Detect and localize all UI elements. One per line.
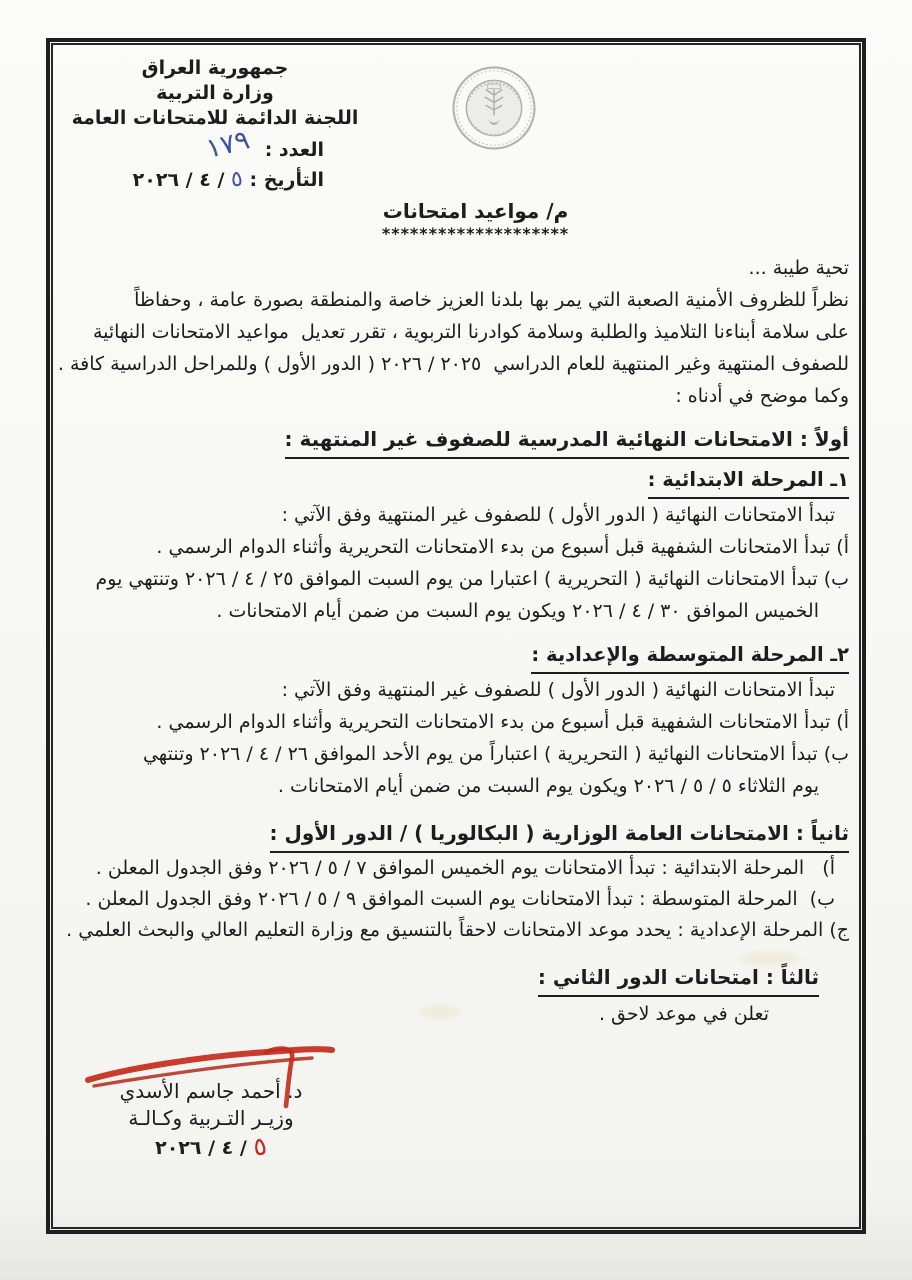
ref-date-line bbox=[70, 165, 324, 195]
primary-stage-line: الخميس الموافق ٣٠ / ٤ / ٢٠٢٦ ويكون يوم السبت من ضمن أيام الامتحانات . bbox=[216, 600, 819, 622]
intermediate-stage-heading bbox=[78, 638, 849, 674]
section-second-heading bbox=[78, 816, 849, 853]
intermediate-stage-line: تبدأ الامتحانات النهائية ( الدور الأول ) للصفوف غير المنتهية وفق الآتي : bbox=[281, 679, 835, 701]
primary-stage-heading-text: ١ـ المرحلة الابتدائية : bbox=[648, 463, 849, 499]
letterhead-ministry: وزارة التربية bbox=[156, 82, 274, 104]
letterhead-committee: اللجنة الدائمة للامتحانات العامة bbox=[71, 107, 359, 129]
ref-date-month-year: / ٤ / ٢٠٢٦ bbox=[132, 169, 225, 191]
intro-paragraph bbox=[57, 284, 849, 412]
signature-block bbox=[86, 1078, 336, 1162]
scan-smudge bbox=[420, 1005, 460, 1019]
section-third-heading-text: ثالثاً : امتحانات الدور الثاني : bbox=[538, 960, 819, 997]
intermediate-stage-line: أ) تبدأ الامتحانات الشفهية قبل أسبوع من بدء الامتحانات التحريرية وأثناء الدوام الرسمي . bbox=[156, 711, 849, 733]
subject-line: م/ مواعيد امتحانات bbox=[382, 199, 569, 223]
primary-stage-heading bbox=[78, 463, 849, 499]
intermediate-stage-heading-text: ٢ـ المرحلة المتوسطة والإعدادية : bbox=[531, 638, 849, 674]
document-body bbox=[57, 198, 849, 1031]
signatory-name: د. أحمد جاسم الأسدي bbox=[119, 1079, 303, 1103]
letterhead-meta bbox=[70, 124, 360, 195]
primary-stage-line: تبدأ الامتحانات النهائية ( الدور الأول ) للصفوف غير المنتهية وفق الآتي : bbox=[281, 504, 835, 526]
intro-line: نظراً للظروف الأمنية الصعبة التي يمر بها بلدنا العزيز خاصة والمنطقة بصورة عامة ، وحفاظاً bbox=[134, 289, 849, 311]
ref-number-label: العدد : bbox=[264, 139, 324, 161]
subject-stars-divider: ******************** bbox=[381, 224, 570, 243]
section-third-heading bbox=[78, 960, 849, 997]
ref-number-line bbox=[70, 124, 324, 165]
primary-stage-line: أ) تبدأ الامتحانات الشفهية قبل أسبوع من بدء الامتحانات التحريرية وأثناء الدوام الرسمي . bbox=[156, 536, 849, 558]
greeting-line: تحية طيبة ... bbox=[748, 257, 849, 279]
ref-date-day-handwritten: ٥ bbox=[229, 166, 245, 193]
section-third-body: تعلن في موعد لاحق . bbox=[598, 1003, 769, 1025]
signature-date-day-handwritten: ٥ bbox=[251, 1131, 270, 1162]
ministry-seal-icon bbox=[448, 62, 540, 154]
signatory-title: وزيـر التـربية وكـالـة bbox=[128, 1106, 294, 1130]
ministerial-exams-list bbox=[66, 853, 849, 946]
intro-line: للصفوف المنتهية وغير المنتهية للعام الدراسي ٢٠٢٥ / ٢٠٢٦ ( الدور الأول ) وللمراحل الدراسية كافة . bbox=[57, 353, 849, 375]
intermediate-stage-line: ب) تبدأ الامتحانات النهائية ( التحريرية ) اعتباراً من يوم الأحد الموافق ٢٦ / ٤ / ٢٠٢٦ وتنتهي bbox=[142, 743, 849, 765]
ministerial-exams-item: ب) المرحلة المتوسطة : تبدأ الامتحانات يوم السبت الموافق ٩ / ٥ / ٢٠٢٦ وفق الجدول المعلن . bbox=[85, 888, 835, 910]
primary-stage-line: ب) تبدأ الامتحانات النهائية ( التحريرية ) اعتبارا من يوم السبت الموافق ٢٥ / ٤ / ٢٠٢٦ وتنتهي يوم bbox=[95, 568, 849, 590]
section-first-heading-text: أولاً : الامتحانات النهائية المدرسية للصفوف غير المنتهية : bbox=[285, 422, 849, 459]
scan-smudge bbox=[740, 952, 800, 966]
ref-date-label: التأريخ : bbox=[249, 169, 324, 191]
letterhead-country: جمهورية العراق bbox=[141, 57, 289, 79]
ministerial-exams-item: أ) المرحلة الابتدائية : تبدأ الامتحانات يوم الخميس الموافق ٧ / ٥ / ٢٠٢٦ وفق الجدول المعلن . bbox=[95, 857, 835, 879]
section-first-heading bbox=[78, 422, 849, 459]
ministerial-exams-item: ج) المرحلة الإعدادية : يحدد موعد الامتحانات لاحقاً بالتنسيق مع وزارة التعليم العالي والبحث العلمي . bbox=[66, 919, 849, 941]
section-second-heading-text: ثانياً : الامتحانات العامة الوزارية ( البكالوريا ) / الدور الأول : bbox=[270, 816, 849, 853]
ref-number-handwritten: ١٧٩ bbox=[203, 124, 253, 165]
signature-date-rest: / ٤ / ٢٠٢٦ bbox=[155, 1137, 247, 1159]
letterhead bbox=[70, 56, 360, 195]
intro-line: على سلامة أبناءنا التلاميذ والطلبة وسلامة كوادرنا التربوية ، تقرر تعديل مواعيد الامتحانات النهائية bbox=[92, 321, 849, 343]
document-border-frame bbox=[46, 38, 866, 1234]
intermediate-stage-line: يوم الثلاثاء ٥ / ٥ / ٢٠٢٦ ويكون يوم السبت من ضمن أيام الامتحانات . bbox=[277, 775, 819, 797]
intro-line: وكما موضح في أدناه : bbox=[675, 385, 849, 407]
signature-date bbox=[86, 1132, 336, 1162]
